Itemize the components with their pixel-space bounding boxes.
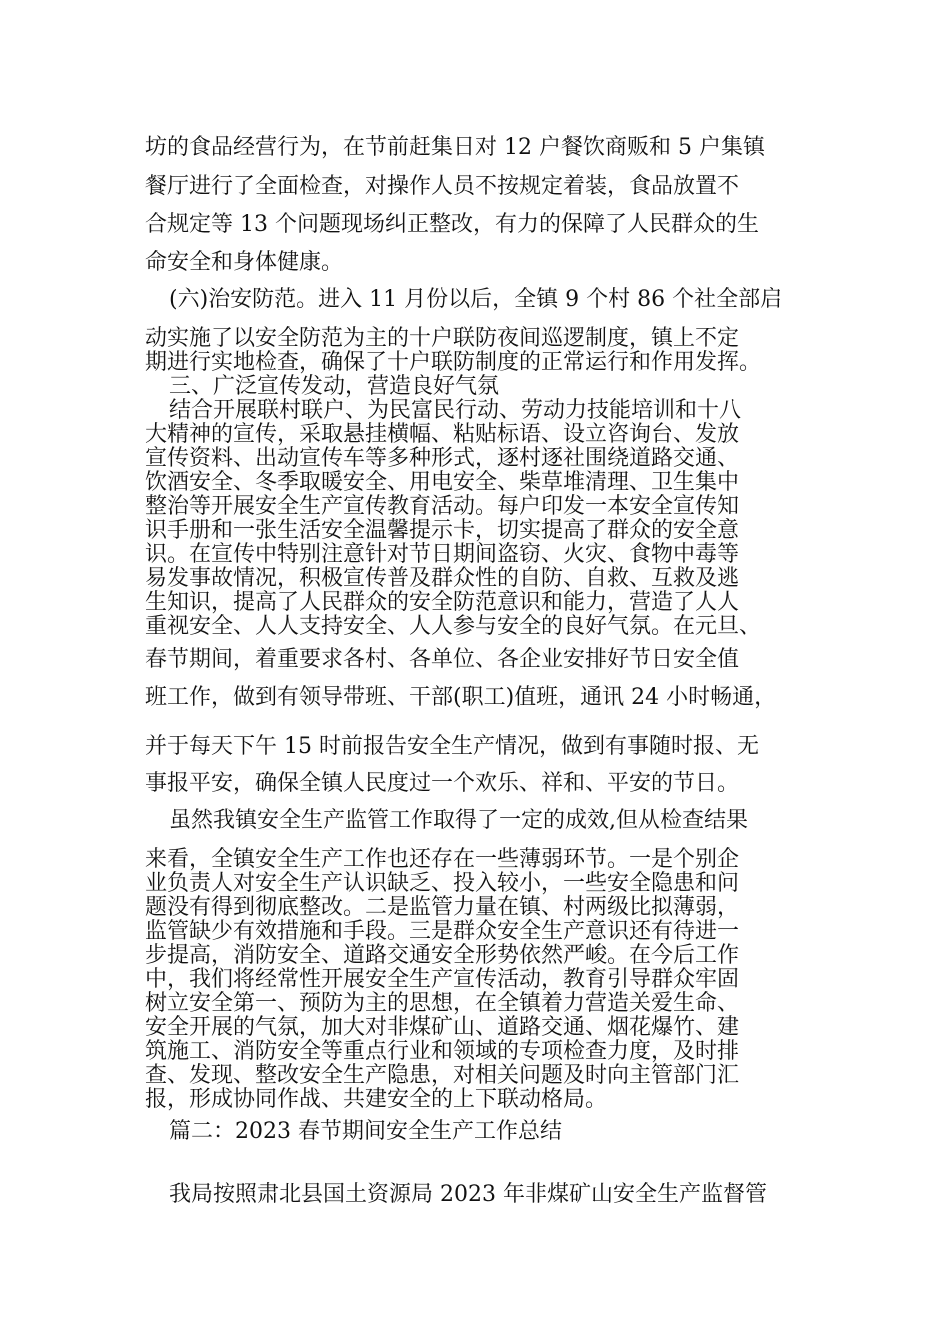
body-line-27: 监管缺少有效措施和手段。三是群众安全生产意识还有待进一: [145, 919, 740, 944]
body-line-25: 业负责人对安全生产认识缺乏、投入较小，一些安全隐患和问: [145, 871, 740, 896]
body-line-12: 饮酒安全、冬季取暖安全、用电安全、柴草堆清理、卫生集中: [145, 470, 740, 495]
body-line-2: 餐厅进行了全面检查，对操作人员不按规定着装，食品放置不: [145, 174, 740, 199]
body-line-3: 合规定等 13 个问题现场纠正整改，有力的保障了人民群众的生: [145, 212, 759, 237]
body-line-4: 命安全和身体健康。: [145, 250, 344, 275]
body-line-6: 动实施了以安全防范为主的十户联防夜间巡逻制度，镇上不定: [145, 326, 740, 351]
body-line-19: 春节期间，着重要求各村、各单位、各企业安排好节日安全值: [145, 647, 740, 672]
body-line-30: 树立安全第一、预防为主的思想，在全镇着力营造关爱生命、: [145, 991, 740, 1016]
body-line-29: 中，我们将经常性开展安全生产宣传活动，教育引导群众牢固: [145, 967, 740, 992]
body-line-24: 来看，全镇安全生产工作也还存在一些薄弱环节。一是个别企: [145, 847, 740, 872]
body-line-7: 期进行实地检查，确保了十户联防制度的正常运行和作用发挥。: [145, 350, 762, 375]
body-line-31: 安全开展的气氛，加大对非煤矿山、道路交通、烟花爆竹、建: [145, 1015, 740, 1040]
section-six-heading-line: (六)治安防范。进入 11 月份以后，全镇 9 个村 86 个社全部启: [169, 287, 783, 312]
body-line-23: 虽然我镇安全生产监管工作取得了一定的成效,但从检查结果: [169, 808, 748, 833]
body-line-32: 筑施工、消防安全等重点行业和领域的专项检查力度，及时排: [145, 1039, 740, 1064]
body-line-16: 易发事故情况，积极宣传普及群众性的自防、自救、互救及逃: [145, 566, 740, 591]
body-line-26: 题没有得到彻底整改。二是监管力量在镇、村两级比拟薄弱，: [145, 895, 740, 920]
body-line-15: 识。在宣传中特别注意针对节日期间盗窃、火灾、食物中毒等: [145, 542, 740, 567]
body-line-18: 重视安全、人人支持安全、人人参与安全的良好气氛。在元旦、: [145, 614, 762, 639]
body-line-21: 并于每天下午 15 时前报告安全生产情况，做到有事随时报、无: [145, 734, 759, 759]
body-line-1: 坊的食品经营行为，在节前赶集日对 12 户餐饮商贩和 5 户集镇: [145, 135, 765, 160]
body-line-17: 生知识，提高了人民群众的安全防范意识和能力，营造了人人: [145, 590, 740, 615]
body-line-13: 整治等开展安全生产宣传教育活动。每户印发一本安全宣传知: [145, 494, 740, 519]
chapter-two-title: 篇二：2023 春节期间安全生产工作总结: [169, 1119, 562, 1144]
body-line-10: 大精神的宣传，采取悬挂横幅、粘贴标语、设立咨询台、发放: [145, 422, 740, 447]
body-line-33: 查、发现、整改安全生产隐患，对相关问题及时向主管部门汇: [145, 1063, 740, 1088]
section-three-heading: 三、广泛宣传发动，营造良好气氛: [169, 374, 500, 399]
body-line-22: 事报平安，确保全镇人民度过一个欢乐、祥和、平安的节日。: [145, 771, 740, 796]
body-line-34: 报，形成协同作战、共建安全的上下联动格局。: [145, 1087, 608, 1112]
body-line-28: 步提高，消防安全、道路交通安全形势依然严峻。在今后工作: [145, 943, 740, 968]
body-line-20: 班工作，做到有领导带班、干部(职工)值班，通讯 24 小时畅通，: [145, 685, 777, 710]
body-line-9: 结合开展联村联户、为民富民行动、劳动力技能培训和十八: [169, 398, 742, 423]
body-line-36: 我局按照肃北县国土资源局 2023 年非煤矿山安全生产监督管: [169, 1182, 767, 1207]
body-line-11: 宣传资料、出动宣传车等多种形式，逐村逐社围绕道路交通、: [145, 446, 740, 471]
body-line-14: 识手册和一张生活安全温馨提示卡，切实提高了群众的安全意: [145, 518, 740, 543]
